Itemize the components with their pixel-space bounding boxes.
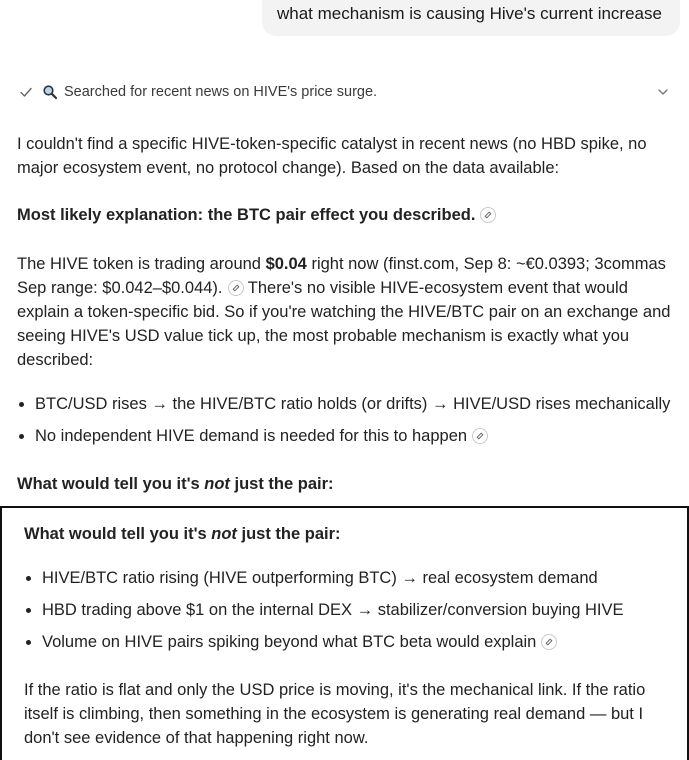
citation-link-icon[interactable] — [472, 428, 488, 444]
signal-list — [24, 566, 623, 662]
heading-part: What would tell you it's — [24, 525, 212, 543]
price-prefix: The HIVE token is trading around — [17, 255, 266, 273]
citation-link-icon[interactable] — [228, 280, 244, 296]
check-icon — [18, 84, 34, 100]
explanation-heading-text: Most likely explanation: the BTC pair effect you described. — [17, 206, 476, 224]
not-pair-heading-repeat — [24, 522, 341, 546]
list-item-text: BTC/USD rises → the HIVE/BTC ratio holds (or drifts) → HIVE/USD rises mechanically — [35, 395, 671, 413]
heading-part: just the pair: — [229, 475, 334, 493]
price-value: $0.04 — [265, 255, 307, 273]
list-item — [17, 392, 670, 424]
list-item — [24, 598, 623, 630]
heading-emphasis: not — [211, 525, 237, 543]
list-item — [24, 630, 623, 662]
price-middle: right now (finst.com, Sep 8: ~€0.0393; 3commas Sep range: $0.042–$0.044). — [17, 255, 666, 297]
highlighted-selection-box — [0, 506, 689, 760]
list-item-text: Volume on HIVE pairs spiking beyond what BTC beta would explain — [42, 633, 537, 651]
magnifier-icon — [42, 84, 58, 100]
search-status-text: Searched for recent news on HIVE's price surge. — [64, 84, 378, 100]
list-item-text: HIVE/BTC ratio rising (HIVE outperforming BTC) → real ecosystem demand — [42, 569, 598, 587]
search-status-row[interactable] — [18, 81, 670, 103]
conclusion-paragraph: If the ratio is flat and only the USD price is moving, it's the mechanical link. If the ratio itself is climbing, then something in the ecosystem is generating real demand — but I don't see evidence of that happening right now. — [24, 681, 646, 747]
user-message-text: what mechanism is causing Hive's current increase — [277, 4, 662, 23]
mechanism-list — [17, 392, 670, 456]
heading-emphasis: not — [204, 475, 230, 493]
list-item — [24, 566, 623, 598]
citation-link-icon[interactable] — [541, 634, 557, 650]
price-suffix: There's no visible HIVE-ecosystem event that would explain a token-specific bid. So if you're watching the HIVE/BTC pair on an exchange and seeing HIVE's USD value tick up, the most probable mechanism is exactly what you described: — [17, 279, 671, 369]
citation-link-icon[interactable] — [480, 207, 496, 223]
heading-part: just the pair: — [236, 525, 341, 543]
list-item-text: No independent HIVE demand is needed for this to happen — [35, 427, 468, 445]
intro-paragraph: I couldn't find a specific HIVE-token-specific catalyst in recent news (no HBD spike, no major ecosystem event, no protocol change). Based on the data available: — [17, 135, 647, 177]
list-item — [17, 424, 670, 456]
price-paragraph — [17, 252, 682, 372]
list-item-text: HBD trading above $1 on the internal DEX → stabilizer/conversion buying HIVE — [42, 601, 624, 619]
heading-part: What would tell you it's — [17, 475, 205, 493]
explanation-heading — [17, 203, 496, 227]
chevron-down-icon[interactable] — [656, 85, 670, 99]
not-pair-heading — [17, 472, 334, 496]
